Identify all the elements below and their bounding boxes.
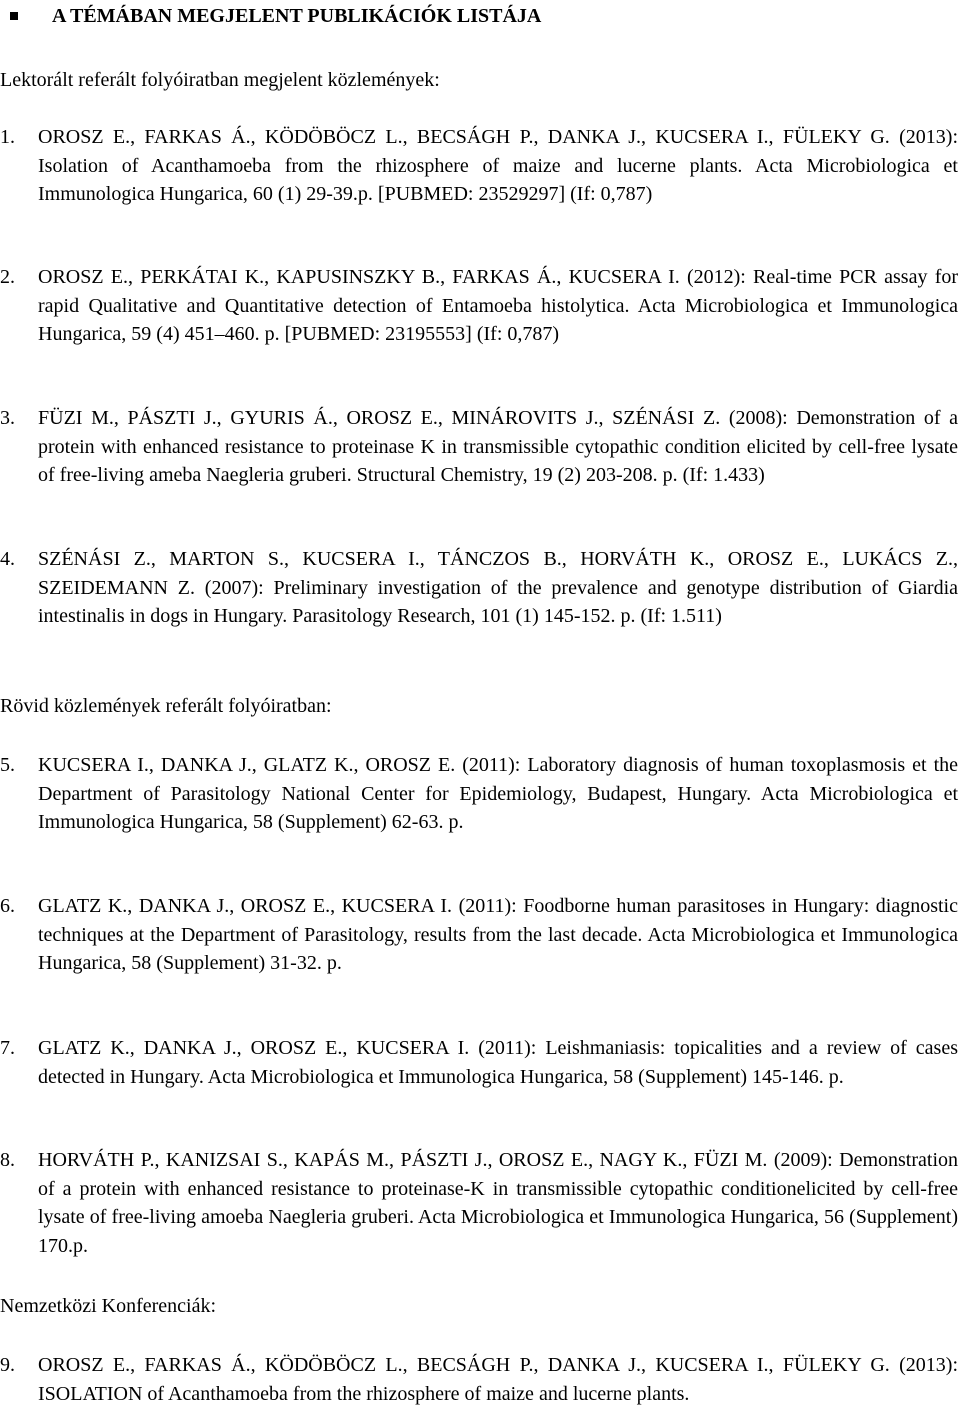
entry-details: (2009): Demonstration of a protein with enhanced resistance to proteinase-K in transmissible cytopathic conditionelicited by cell-free lysate of free-living amoeba Naegleria gruberi. Acta Microbiologica et Immunologica Hungarica, 56 (Supplement) 170.p. (38, 1149, 959, 1257)
entry-authors: OROSZ E., FARKAS Á., KÖDÖBÖCZ L., BECSÁGH P., DANKA J., KUCSERA I., FÜLEKY G. (38, 126, 890, 148)
entry-number: 7. (0, 1037, 15, 1059)
entry-number: 2. (0, 266, 15, 288)
publication-entry (0, 545, 958, 631)
entry-details: (2011): Laboratory diagnosis of human toxoplasmosis et the Department of Parasitology National Center for Epidemiology, Budapest, Hungary. Acta Microbiologica et Immunologica Hungarica, 58 (Supplement) 62-63. p. (38, 754, 959, 833)
publication-entry (0, 263, 958, 349)
entry-authors: KUCSERA I., DANKA J., GLATZ K., OROSZ E. (38, 754, 456, 776)
entry-authors: GLATZ K., DANKA J., OROSZ E., KUCSERA I. (38, 895, 453, 917)
entry-text (38, 1146, 958, 1260)
section-label-refereed-journals: Lektorált referált folyóiratban megjelent közlemények: (0, 69, 440, 91)
entry-number: 6. (0, 895, 15, 917)
entry-details: (2008): Demonstration of a protein with enhanced resistance to proteinase K in transmissible cytopathic condition elicited by cell-free lysate of free-living ameba Naegleria gruberi. Structural Chemistry, 19 (2) 203-208. p. (If: 1.433) (38, 407, 959, 486)
entry-authors: FÜZI M., PÁSZTI J., GYURIS Á., OROSZ E., MINÁROVITS J., SZÉNÁSI Z. (38, 407, 721, 429)
entry-details: (2012): Real-time PCR assay for rapid Qualitative and Quantitative detection of Entamoeba histolytica. Acta Microbiologica et Immunologica Hungarica, 59 (4) 451–460. p. [PUBMED: 23195553] (If: 0,787) (38, 266, 959, 345)
entry-details: (2007): Preliminary investigation of the prevalence and genotype distribution of Giardia intestinalis in dogs in Hungary. Parasitology Research, 101 (1) 145-152. p. (If: 1.511) (38, 576, 958, 627)
square-bullet-icon (10, 12, 18, 20)
entry-details: (2013): ISOLATION of Acanthamoeba from the rhizosphere of maize and lucerne plants. (38, 1354, 959, 1405)
entry-text (38, 123, 958, 209)
publication-entry (0, 1034, 958, 1091)
entry-details: (2011): Leishmaniasis: topicalities and a review of cases detected in Hungary. Acta Microbiologica et Immunologica Hungarica, 58 (Supplement) 145-146. p. (38, 1037, 958, 1088)
entry-text (38, 263, 958, 349)
publication-entry (0, 892, 958, 978)
entry-authors: OROSZ E., PERKÁTAI K., KAPUSINSZKY B., FARKAS Á., KUCSERA I. (38, 266, 680, 288)
entry-authors: GLATZ K., DANKA J., OROSZ E., KUCSERA I. (38, 1037, 470, 1059)
entry-number: 5. (0, 754, 15, 776)
entry-number: 8. (0, 1149, 15, 1171)
page-title (10, 2, 541, 30)
entry-authors: OROSZ E., FARKAS Á., KÖDÖBÖCZ L., BECSÁGH P., DANKA J., KUCSERA I., FÜLEKY G. (38, 1354, 890, 1376)
entry-number: 1. (0, 126, 15, 148)
publication-entry (0, 1146, 958, 1260)
entry-details: (2011): Foodborne human parasitoses in Hungary: diagnostic techniques at the Department of Parasitology, results from the last decade. Acta Microbiologica et Immunologica Hungarica, 58 (Supplement) 31-32. p. (38, 895, 958, 974)
entry-authors: SZÉNÁSI Z., MARTON S., KUCSERA I., TÁNCZOS B., HORVÁTH K., OROSZ E., LUKÁCS Z., SZEIDEMANN Z. (38, 548, 958, 599)
publication-entry (0, 404, 958, 490)
publication-entry (0, 751, 958, 837)
entry-text (38, 545, 958, 631)
entry-text (38, 892, 958, 978)
page-title-text: A TÉMÁBAN MEGJELENT PUBLIKÁCIÓK LISTÁJA (52, 5, 542, 27)
entry-details: (2013): Isolation of Acanthamoeba from the rhizosphere of maize and lucerne plants. Acta Microbiologica et Immunologica Hungarica, 60 (1) 29-39.p. [PUBMED: 23529297] (If: 0,787) (38, 126, 959, 205)
entry-authors: HORVÁTH P., KANIZSAI S., KAPÁS M., PÁSZTI J., OROSZ E., NAGY K., FÜZI M. (38, 1149, 768, 1171)
entry-text (38, 751, 958, 837)
publication-entry (0, 1351, 958, 1408)
section-label-international-conferences: Nemzetközi Konferenciák: (0, 1295, 217, 1317)
entry-text (38, 1034, 958, 1091)
entry-text (38, 404, 958, 490)
section-label-short-communications: Rövid közlemények referált folyóiratban: (0, 695, 332, 717)
publication-entry (0, 123, 958, 209)
entry-number: 9. (0, 1354, 15, 1376)
entry-number: 3. (0, 407, 15, 429)
entry-text (38, 1351, 958, 1408)
entry-number: 4. (0, 548, 15, 570)
